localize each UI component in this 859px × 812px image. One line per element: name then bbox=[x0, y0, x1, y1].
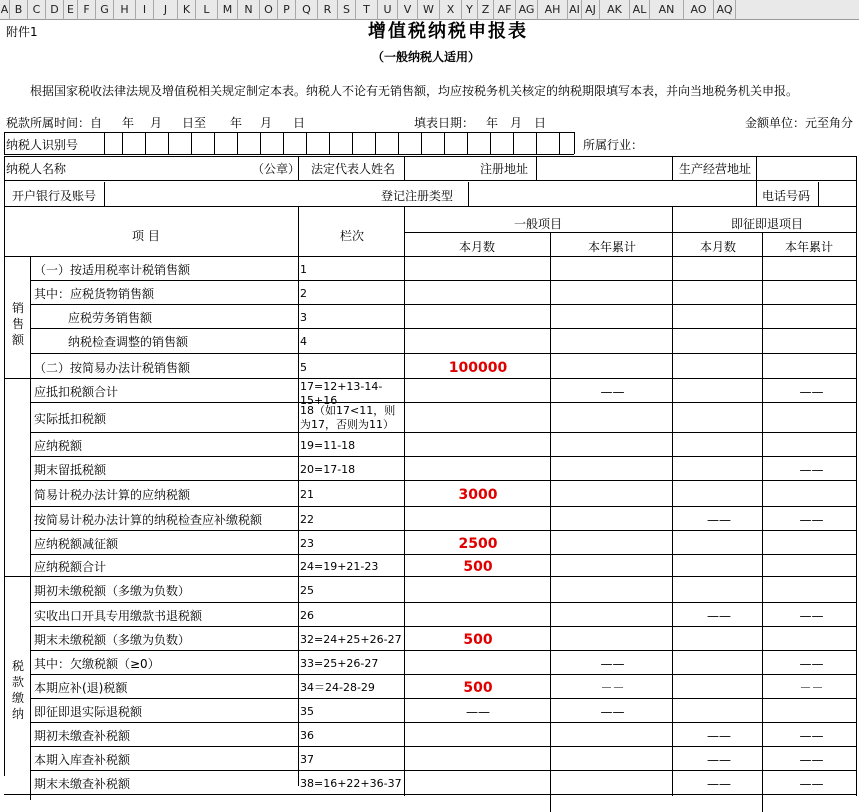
grid-hline bbox=[4, 156, 856, 157]
row-month-value[interactable]: 100000 bbox=[448, 359, 508, 376]
row-item-label: 应纳税额 bbox=[34, 439, 83, 453]
row-item-label: 简易计税办法计算的应纳税额 bbox=[34, 488, 191, 502]
grid-vline bbox=[4, 156, 5, 206]
column-header-an[interactable]: AN bbox=[650, 0, 684, 20]
grid-hline bbox=[30, 456, 856, 457]
column-header-ag[interactable]: AG bbox=[516, 0, 538, 20]
grid-hline bbox=[4, 206, 856, 207]
row-month-value[interactable]: 500 bbox=[463, 559, 493, 575]
column-header-v[interactable]: V bbox=[398, 0, 418, 20]
grid-hline bbox=[4, 794, 856, 795]
row-refund-year-total[interactable]: —— bbox=[799, 777, 824, 791]
row-month-value[interactable]: 3000 bbox=[458, 487, 498, 503]
column-header-i[interactable]: I bbox=[136, 0, 154, 20]
period-month: 月 bbox=[150, 116, 163, 130]
taxpayer-name-label: 纳税人名称 bbox=[6, 162, 67, 176]
this-month-header-2: 本月数 bbox=[700, 240, 737, 254]
seal-label: （公章） bbox=[252, 162, 301, 176]
row-item-label: 期末留抵税额 bbox=[34, 463, 107, 477]
grid-vline bbox=[306, 132, 307, 154]
year-total-header-2: 本年累计 bbox=[785, 240, 834, 254]
row-refund-year-total[interactable]: —— bbox=[799, 513, 824, 527]
column-header-ai[interactable]: AI bbox=[568, 0, 582, 20]
spreadsheet-sheet[interactable] bbox=[0, 20, 859, 800]
row-column-number: 35 bbox=[300, 705, 314, 718]
period-year: 年 bbox=[122, 116, 135, 130]
refund-header: 即征即退项目 bbox=[731, 217, 804, 231]
grid-vline bbox=[756, 156, 757, 206]
column-header-f[interactable]: F bbox=[78, 0, 96, 20]
fill-month: 月 bbox=[510, 116, 523, 130]
row-column-number: 21 bbox=[300, 488, 314, 501]
row-item-label: 其中：欠缴税额（≥0） bbox=[34, 657, 160, 671]
row-item-label: 应抵扣税额合计 bbox=[34, 385, 119, 399]
row-item-label: 即征即退实际退税额 bbox=[34, 705, 143, 719]
row-item-label: （一）按适用税率计税销售额 bbox=[34, 263, 191, 277]
row-column-number: 25 bbox=[300, 584, 314, 597]
row-column-number: 32=24+25+26-27 bbox=[300, 633, 402, 646]
row-column-number: 37 bbox=[300, 753, 314, 766]
column-header-p[interactable]: P bbox=[278, 0, 296, 20]
grid-vline bbox=[298, 206, 299, 786]
row-general-year-total[interactable]: —— bbox=[600, 385, 625, 399]
grid-vline bbox=[444, 132, 445, 154]
row-column-number: 33=25+26-27 bbox=[300, 657, 379, 670]
row-month-value[interactable]: 500 bbox=[463, 680, 493, 696]
industry-label: 所属行业： bbox=[583, 138, 644, 152]
section-sales-label: 销售额 bbox=[11, 301, 24, 347]
column-header-o[interactable]: O bbox=[260, 0, 278, 20]
grid-vline bbox=[191, 132, 192, 154]
row-refund-year-total[interactable]: —— bbox=[799, 729, 824, 743]
form-title: 增值税纳税申报表 bbox=[368, 21, 528, 42]
bank-label: 开户银行及账号 bbox=[12, 189, 97, 203]
column-header-j[interactable]: J bbox=[154, 0, 178, 20]
row-month-value[interactable]: —— bbox=[466, 705, 490, 719]
grid-hline bbox=[4, 154, 574, 155]
row-column-number: 18（如17<11，则为17，否则为11） bbox=[300, 404, 396, 431]
column-header-ao[interactable]: AO bbox=[684, 0, 714, 20]
grid-vline bbox=[513, 132, 514, 154]
col-header: 栏次 bbox=[340, 229, 365, 243]
grid-vline bbox=[559, 132, 560, 154]
row-refund-month[interactable]: —— bbox=[707, 513, 731, 527]
row-refund-month[interactable]: —— bbox=[707, 609, 731, 623]
column-header-c[interactable]: C bbox=[28, 0, 46, 20]
grid-vline bbox=[574, 132, 575, 154]
grid-vline bbox=[237, 132, 238, 154]
row-general-year-total[interactable]: —— bbox=[600, 705, 625, 719]
attachment-label: 附件1 bbox=[6, 25, 38, 39]
column-header-r[interactable]: R bbox=[318, 0, 338, 20]
grid-hline bbox=[30, 698, 856, 699]
grid-vline bbox=[550, 232, 551, 812]
item-header: 项 目 bbox=[132, 229, 160, 243]
column-header-y[interactable]: Y bbox=[462, 0, 478, 20]
column-header-s[interactable]: S bbox=[338, 0, 356, 20]
fill-year: 年 bbox=[486, 116, 499, 130]
grid-hline bbox=[30, 602, 856, 603]
row-item-label: 应纳税额合计 bbox=[34, 560, 107, 574]
grid-hline bbox=[30, 530, 856, 531]
grid-vline bbox=[30, 256, 31, 800]
row-item-label: 应税劳务销售额 bbox=[68, 311, 153, 325]
column-header-aq[interactable]: AQ bbox=[714, 0, 736, 20]
row-refund-month[interactable]: —— bbox=[707, 729, 731, 743]
grid-vline bbox=[4, 132, 5, 154]
row-refund-month[interactable]: —— bbox=[707, 753, 731, 767]
grid-vline bbox=[856, 206, 857, 796]
reg-address-label: 注册地址 bbox=[480, 162, 529, 176]
grid-hline bbox=[4, 132, 574, 133]
grid-hline bbox=[30, 506, 856, 507]
grid-hline bbox=[30, 353, 856, 354]
period-day-to: 日至 bbox=[182, 116, 207, 130]
column-header-n[interactable]: N bbox=[238, 0, 260, 20]
grid-vline bbox=[4, 206, 5, 776]
grid-hline bbox=[4, 180, 856, 181]
grid-vline bbox=[672, 206, 673, 796]
grid-hline bbox=[30, 770, 856, 771]
taxpayer-id-label: 纳税人识别号 bbox=[6, 138, 79, 152]
grid-hline bbox=[30, 328, 856, 329]
row-item-label: 期末未缴税额（多缴为负数） bbox=[34, 633, 191, 647]
grid-hline bbox=[4, 256, 856, 257]
general-header: 一般项目 bbox=[514, 217, 563, 231]
column-header-al[interactable]: AL bbox=[630, 0, 650, 20]
row-item-label: 本期入库查补税额 bbox=[34, 753, 131, 767]
row-refund-year-total[interactable]: —— bbox=[799, 609, 824, 623]
row-column-number: 24=19+21-23 bbox=[300, 560, 379, 573]
column-header-m[interactable]: M bbox=[218, 0, 238, 20]
row-column-number: 2 bbox=[300, 287, 307, 300]
grid-vline bbox=[672, 156, 673, 180]
row-refund-month[interactable]: —— bbox=[707, 777, 731, 791]
grid-vline bbox=[404, 206, 405, 796]
biz-address-label: 生产经营地址 bbox=[679, 162, 752, 176]
grid-hline bbox=[30, 280, 856, 281]
row-column-number: 1 bbox=[300, 263, 307, 276]
grid-vline bbox=[145, 132, 146, 154]
column-header-bar bbox=[0, 0, 859, 20]
row-column-number: 26 bbox=[300, 609, 314, 622]
grid-vline bbox=[398, 132, 399, 154]
grid-vline bbox=[468, 182, 469, 206]
grid-hline bbox=[30, 402, 856, 403]
column-header-w[interactable]: W bbox=[418, 0, 440, 20]
row-item-label: 期初未缴查补税额 bbox=[34, 729, 131, 743]
row-column-number: 36 bbox=[300, 729, 314, 742]
row-refund-year-total[interactable]: —— bbox=[799, 385, 824, 399]
row-column-number: 38=16+22+36-37 bbox=[300, 777, 402, 790]
column-header-t[interactable]: T bbox=[356, 0, 378, 20]
row-column-number: 34＝24-28-29 bbox=[300, 681, 375, 694]
row-column-number: 3 bbox=[300, 311, 307, 324]
column-header-x[interactable]: X bbox=[440, 0, 462, 20]
row-item-label: 期初未缴税额（多缴为负数） bbox=[34, 584, 191, 598]
column-header-a[interactable]: A bbox=[0, 0, 10, 20]
row-item-label: （二）按简易办法计税销售额 bbox=[34, 360, 191, 375]
column-header-af[interactable]: AF bbox=[494, 0, 516, 20]
row-refund-year-total[interactable]: —— bbox=[799, 657, 824, 671]
grid-hline bbox=[30, 480, 856, 481]
grid-vline bbox=[421, 132, 422, 154]
column-header-h[interactable]: H bbox=[114, 0, 136, 20]
grid-vline bbox=[404, 156, 405, 180]
grid-vline bbox=[122, 132, 123, 154]
grid-hline bbox=[404, 232, 856, 233]
grid-vline bbox=[104, 132, 105, 154]
row-column-number: 4 bbox=[300, 335, 307, 348]
grid-vline bbox=[329, 132, 330, 154]
period-label: 税款所属时间：自 bbox=[6, 116, 103, 130]
row-item-label: 期末未缴查补税额 bbox=[34, 777, 131, 791]
column-header-e[interactable]: E bbox=[64, 0, 78, 20]
row-month-value[interactable]: 500 bbox=[463, 632, 493, 648]
grid-hline bbox=[30, 650, 856, 651]
column-header-ak[interactable]: AK bbox=[600, 0, 630, 20]
row-general-year-total[interactable]: －－ bbox=[600, 681, 625, 695]
period-month2: 月 bbox=[260, 116, 273, 130]
fill-date-label: 填表日期： bbox=[414, 116, 475, 130]
column-header-z[interactable]: Z bbox=[478, 0, 494, 20]
grid-hline bbox=[30, 674, 856, 675]
column-header-d[interactable]: D bbox=[46, 0, 64, 20]
section-payment-label: 税款缴纳 bbox=[11, 659, 24, 721]
column-header-g[interactable]: G bbox=[96, 0, 114, 20]
column-header-l[interactable]: L bbox=[196, 0, 218, 20]
grid-hline bbox=[30, 432, 856, 433]
grid-vline bbox=[536, 132, 537, 154]
grid-vline bbox=[214, 132, 215, 154]
row-item-label: 纳税检查调整的销售额 bbox=[68, 335, 189, 349]
grid-hline bbox=[30, 304, 856, 305]
row-item-label: 其中：应税货物销售额 bbox=[34, 287, 155, 301]
grid-hline bbox=[30, 554, 856, 555]
row-column-number: 20=17-18 bbox=[300, 463, 356, 476]
grid-vline bbox=[283, 132, 284, 154]
this-month-header: 本月数 bbox=[459, 240, 496, 254]
row-refund-year-total[interactable]: —— bbox=[799, 463, 824, 477]
grid-vline bbox=[298, 156, 299, 180]
form-instruction: 根据国家税收法律法规及增值税相关规定制定本表。纳税人不论有无销售额，均应按税务机关核定的纳税期限填写本表，并向当地税务机关申报。 bbox=[30, 84, 799, 98]
grid-vline bbox=[260, 132, 261, 154]
year-total-header: 本年累计 bbox=[588, 240, 637, 254]
column-header-b[interactable]: B bbox=[10, 0, 28, 20]
grid-hline bbox=[30, 626, 856, 627]
row-column-number: 22 bbox=[300, 513, 314, 526]
grid-hline bbox=[30, 746, 856, 747]
grid-vline bbox=[536, 156, 537, 180]
row-item-label: 应纳税额减征额 bbox=[34, 537, 119, 551]
grid-vline bbox=[467, 132, 468, 154]
row-column-number: 23 bbox=[300, 537, 314, 550]
amount-unit: 金额单位：元至角分 bbox=[745, 116, 854, 130]
grid-vline bbox=[762, 232, 763, 812]
row-refund-year-total[interactable]: —— bbox=[799, 753, 824, 767]
phone-label: 电话号码 bbox=[762, 189, 811, 203]
reg-type-label: 登记注册类型 bbox=[381, 189, 454, 203]
form-subtitle: （一般纳税人适用） bbox=[372, 50, 481, 64]
row-column-number: 5 bbox=[300, 360, 307, 374]
column-header-u[interactable]: U bbox=[378, 0, 398, 20]
legal-rep-label: 法定代表人姓名 bbox=[311, 162, 396, 176]
column-header-ah[interactable]: AH bbox=[538, 0, 568, 20]
grid-vline bbox=[375, 132, 376, 154]
period-year2: 年 bbox=[230, 116, 243, 130]
column-header-k[interactable]: K bbox=[178, 0, 196, 20]
column-header-aj[interactable]: AJ bbox=[582, 0, 600, 20]
grid-hline bbox=[30, 722, 856, 723]
row-item-label: 实际抵扣税额 bbox=[34, 412, 107, 426]
row-item-label: 实收出口开具专用缴款书退税额 bbox=[34, 609, 203, 623]
grid-vline bbox=[168, 132, 169, 154]
row-item-label: 本期应补(退)税额 bbox=[34, 681, 128, 695]
fill-day: 日 bbox=[534, 116, 547, 130]
row-item-label: 按简易计税办法计算的纳税检查应补缴税额 bbox=[34, 513, 263, 527]
period-day2: 日 bbox=[293, 116, 306, 130]
grid-hline bbox=[30, 378, 856, 379]
grid-hline bbox=[30, 576, 856, 577]
row-column-number: 17=12+13-14-15+16 bbox=[300, 380, 383, 407]
grid-vline bbox=[352, 132, 353, 154]
grid-vline bbox=[490, 132, 491, 154]
column-header-q[interactable]: Q bbox=[296, 0, 318, 20]
row-general-year-total[interactable]: —— bbox=[600, 657, 625, 671]
grid-vline bbox=[104, 182, 105, 206]
row-month-value[interactable]: 2500 bbox=[458, 536, 498, 552]
row-refund-year-total[interactable]: －－ bbox=[799, 681, 824, 695]
grid-vline bbox=[856, 156, 857, 206]
grid-vline bbox=[818, 182, 819, 206]
row-column-number: 19=11-18 bbox=[300, 439, 356, 452]
